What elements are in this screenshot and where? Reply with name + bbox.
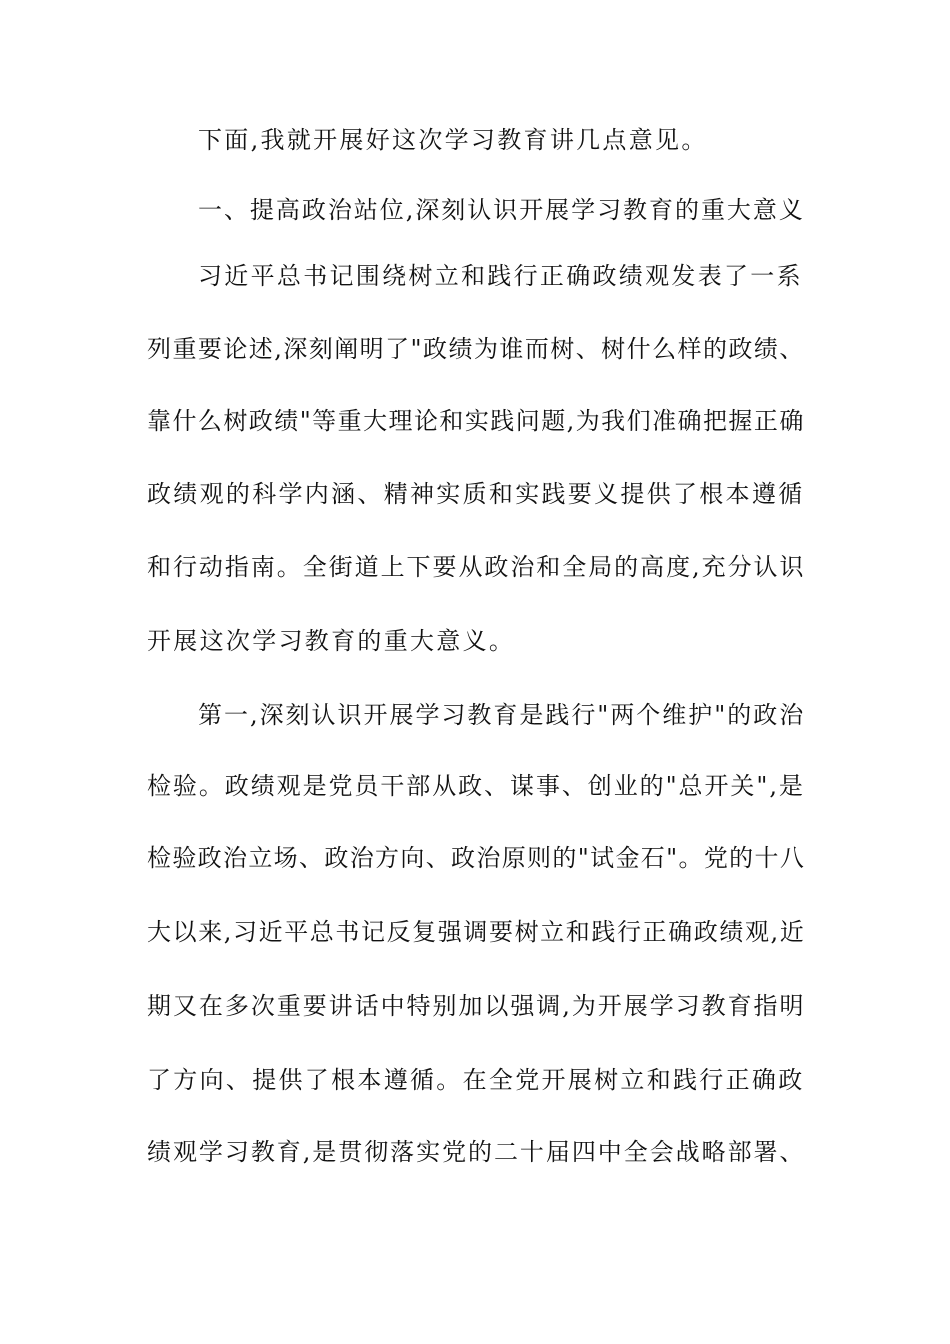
text-line: 和行动指南。全街道上下要从政治和全局的高度,充分认识 <box>147 553 806 581</box>
text-line: 习近平总书记围绕树立和践行正确政绩观发表了一系 <box>198 262 803 290</box>
text-line: 了方向、提供了根本遵循。在全党开展树立和践行正确政 <box>147 1066 805 1094</box>
text-line: 下面,我就开展好这次学习教育讲几点意见。 <box>198 126 708 154</box>
text-line: 检验政治立场、政治方向、政治原则的"试金石"。党的十八 <box>147 844 806 872</box>
text-line: 开展这次学习教育的重大意义。 <box>147 627 516 655</box>
text-line: 靠什么树政绩"等重大理论和实践问题,为我们准确把握正确 <box>147 407 805 435</box>
text-line: 第一,深刻认识开展学习教育是践行"两个维护"的政治 <box>198 701 806 729</box>
text-line: 绩观学习教育,是贯彻落实党的二十届四中全会战略部署、 <box>147 1138 806 1166</box>
text-line: 检验。政绩观是党员干部从政、谋事、创业的"总开关",是 <box>147 772 805 800</box>
text-line: 列重要论述,深刻阐明了"政绩为谁而树、树什么样的政绩、 <box>147 335 805 363</box>
text-line: 期又在多次重要讲话中特别加以强调,为开展学习教育指明 <box>147 992 806 1020</box>
text-line: 大以来,习近平总书记反复强调要树立和践行正确政绩观,近 <box>147 918 806 946</box>
text-line: 一、提高政治站位,深刻认识开展学习教育的重大意义 <box>198 196 805 224</box>
text-line: 政绩观的科学内涵、精神实质和实践要义提供了根本遵循 <box>147 480 805 508</box>
